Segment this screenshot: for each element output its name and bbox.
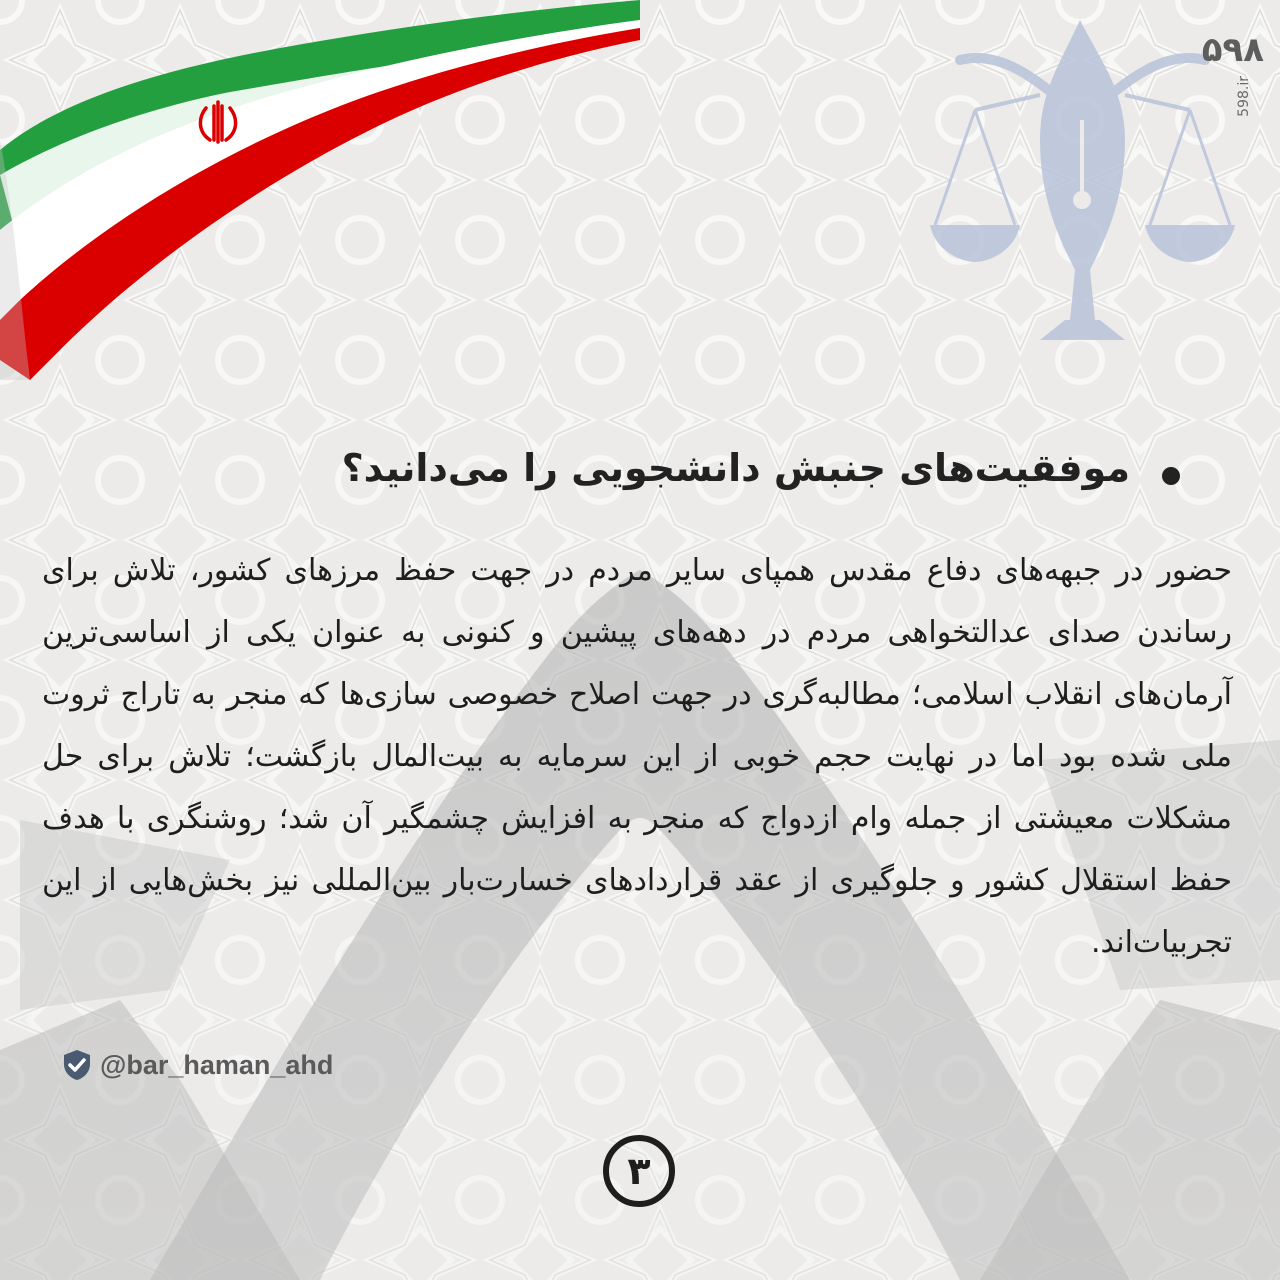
site-logo [1150, 16, 1270, 136]
page-title: موفقیت‌های جنبش دانشجویی را می‌دانید؟ [341, 446, 1130, 490]
logo-text: ۵۹۸ [1201, 30, 1264, 70]
page-number: ۳ [603, 1135, 675, 1207]
heading-bullet [1162, 467, 1180, 485]
social-handle[interactable] [62, 1049, 333, 1081]
body-paragraph: حضور در جبهه‌های دفاع مقدس همپای سایر مردم در جهت حفظ مرزهای کشور، تلاش برای رساندن صدای عدالتخواهی مردم در دهه‌های پیشین و کنونی به عنوان یکی از اساسی‌ترین آرمان‌های انقلاب اسلامی؛ مطالبه‌گری در جهت اصلاح خصوصی سازی‌ها که منجر به تاراج ثروت ملی شده بود اما در نهایت حجم خوبی از این سرمایه به بیت‌المال بازگشت؛ تلاش برای حل مشکلات معیشتی از جمله وام ازدواج که منجر به افزایش چشمگیر آن شد؛ روشنگری با هدف حفظ استقلال کشور و جلوگیری از عقد قراردادهای خسارت‌بار بین‌المللی نیز بخش‌هایی از این تجربیات‌اند. [42, 553, 1232, 960]
handle-text: @bar_haman_ahd [100, 1049, 334, 1080]
logo-url: 598.ir [1236, 76, 1252, 117]
verified-shield-icon [62, 1049, 92, 1081]
